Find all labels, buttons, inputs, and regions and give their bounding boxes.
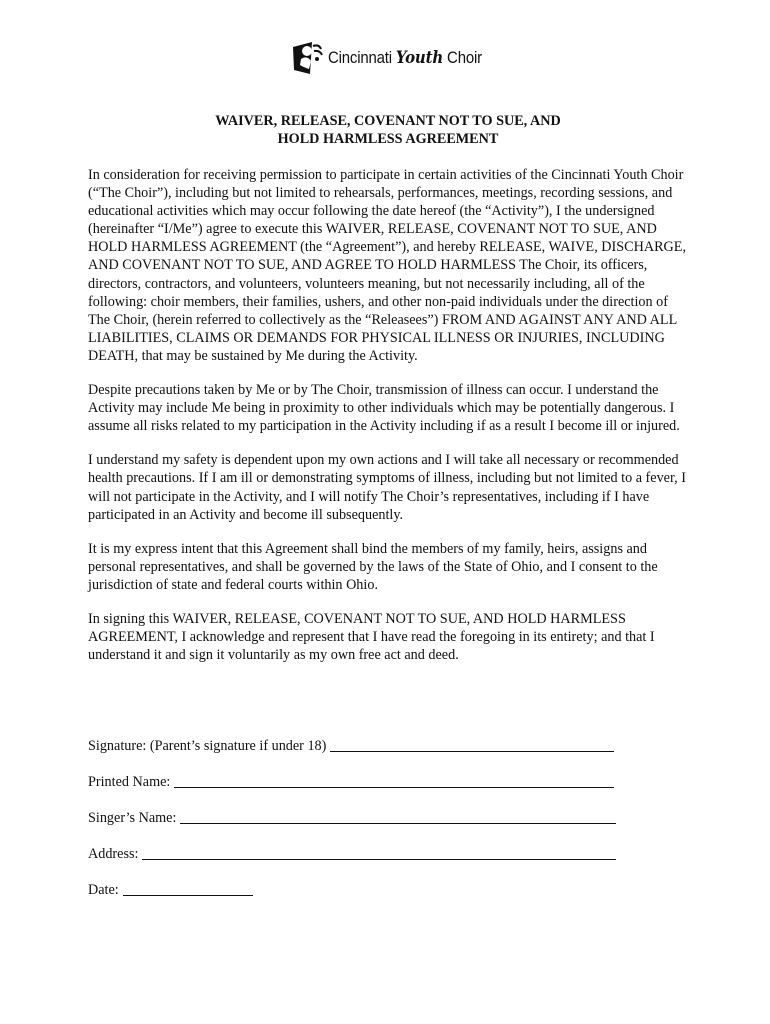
org-name-prefix: Cincinnati (328, 48, 392, 67)
agreement-body (88, 166, 692, 680)
paragraph-precautions: Despite precautions taken by Me or by The Choir, transmission of illness can occur. I understand the Activity may include Me being in proximity to other individuals which may be potentially dangerous. I assume all risks related to my participation in the Activity including if as a result I become ill or injured. (88, 382, 680, 435)
printed-name-row (88, 755, 688, 791)
signature-label: Signature: (Parent’s signature if under 18) (88, 738, 327, 754)
singer-name-line[interactable] (180, 809, 616, 824)
signature-row (88, 719, 688, 755)
paragraph-intent: It is my express intent that this Agreement shall bind the members of my family, heirs, assigns and personal representatives, and shall be governed by the laws of the State of Ohio, and I consent to the jurisdiction of state and federal courts within Ohio. (88, 540, 658, 593)
paragraph-safety: I understand my safety is dependent upon my own actions and I will take all necessary or recommended health precautions. If I am ill or demonstrating symptoms of illness, including but not limited to a fever, I will not participate in the Activity, and I will notify The Choir’s representatives, including if I have participated in an Activity and become ill subsequently. (88, 452, 686, 523)
printed-name-line[interactable] (174, 773, 614, 788)
singer-name-row (88, 791, 688, 827)
signature-fields (88, 719, 688, 899)
paragraph-signing: In signing this WAIVER, RELEASE, COVENANT NOT TO SUE, AND HOLD HARMLESS AGREEMENT, I acknowledge and represent that I have read the foregoing in its entirety; and that I understand it and sign it voluntarily as my own free act and deed. (88, 610, 655, 664)
signature-line[interactable] (330, 737, 614, 752)
address-label: Address: (88, 846, 139, 862)
title-line-2: HOLD HARMLESS AGREEMENT (277, 131, 499, 147)
org-logo (290, 38, 503, 78)
address-row (88, 827, 688, 863)
title-line-1: WAIVER, RELEASE, COVENANT NOT TO SUE, AND (215, 113, 561, 129)
date-row (88, 863, 688, 899)
org-name-suffix: Choir (447, 48, 482, 67)
paragraph-consideration: In consideration for receiving permission to participate in certain activities of the Cincinnati Youth Choir (“The Choir”), including but not limited to rehearsals, performances, meetings, recording sessions, and educational activities which may occur following the date hereof (the “Activity”), I the undersigned (hereinafter “I/Me”) agree to execute this WAIVER, RELEASE, COVENANT NOT TO SUE, AND HOLD HARMLESS AGREEMENT (the “Agreement”), and hereby RELEASE, WAIVE, DISCHARGE, AND COVENANT NOT TO SUE, AND AGREE TO HOLD HARMLESS The Choir, its officers, directors, contractors, and volunteers, volunteers meaning, but not necessarily including, all of the following: choir members, their families, ushers, and other non-paid individuals under the direction of The Choir, (herein referred to collectively as the “Releasees”) FROM AND AGAINST ANY AND ALL LIABILITIES, CLAIMS OR DEMANDS FOR PHYSICAL ILLNESS OR INJURIES, INCLUDING DEATH, that may be sustained by Me during the Activity. (88, 167, 687, 364)
address-line[interactable] (142, 845, 616, 860)
choir-singer-mark-icon (290, 39, 324, 77)
date-label: Date: (88, 882, 119, 898)
org-name-youth: Youth (395, 48, 444, 68)
printed-name-label: Printed Name: (88, 774, 171, 790)
date-line[interactable] (123, 881, 253, 896)
singer-name-label: Singer’s Name: (88, 810, 177, 826)
document-title (88, 112, 688, 148)
org-name (328, 48, 482, 68)
